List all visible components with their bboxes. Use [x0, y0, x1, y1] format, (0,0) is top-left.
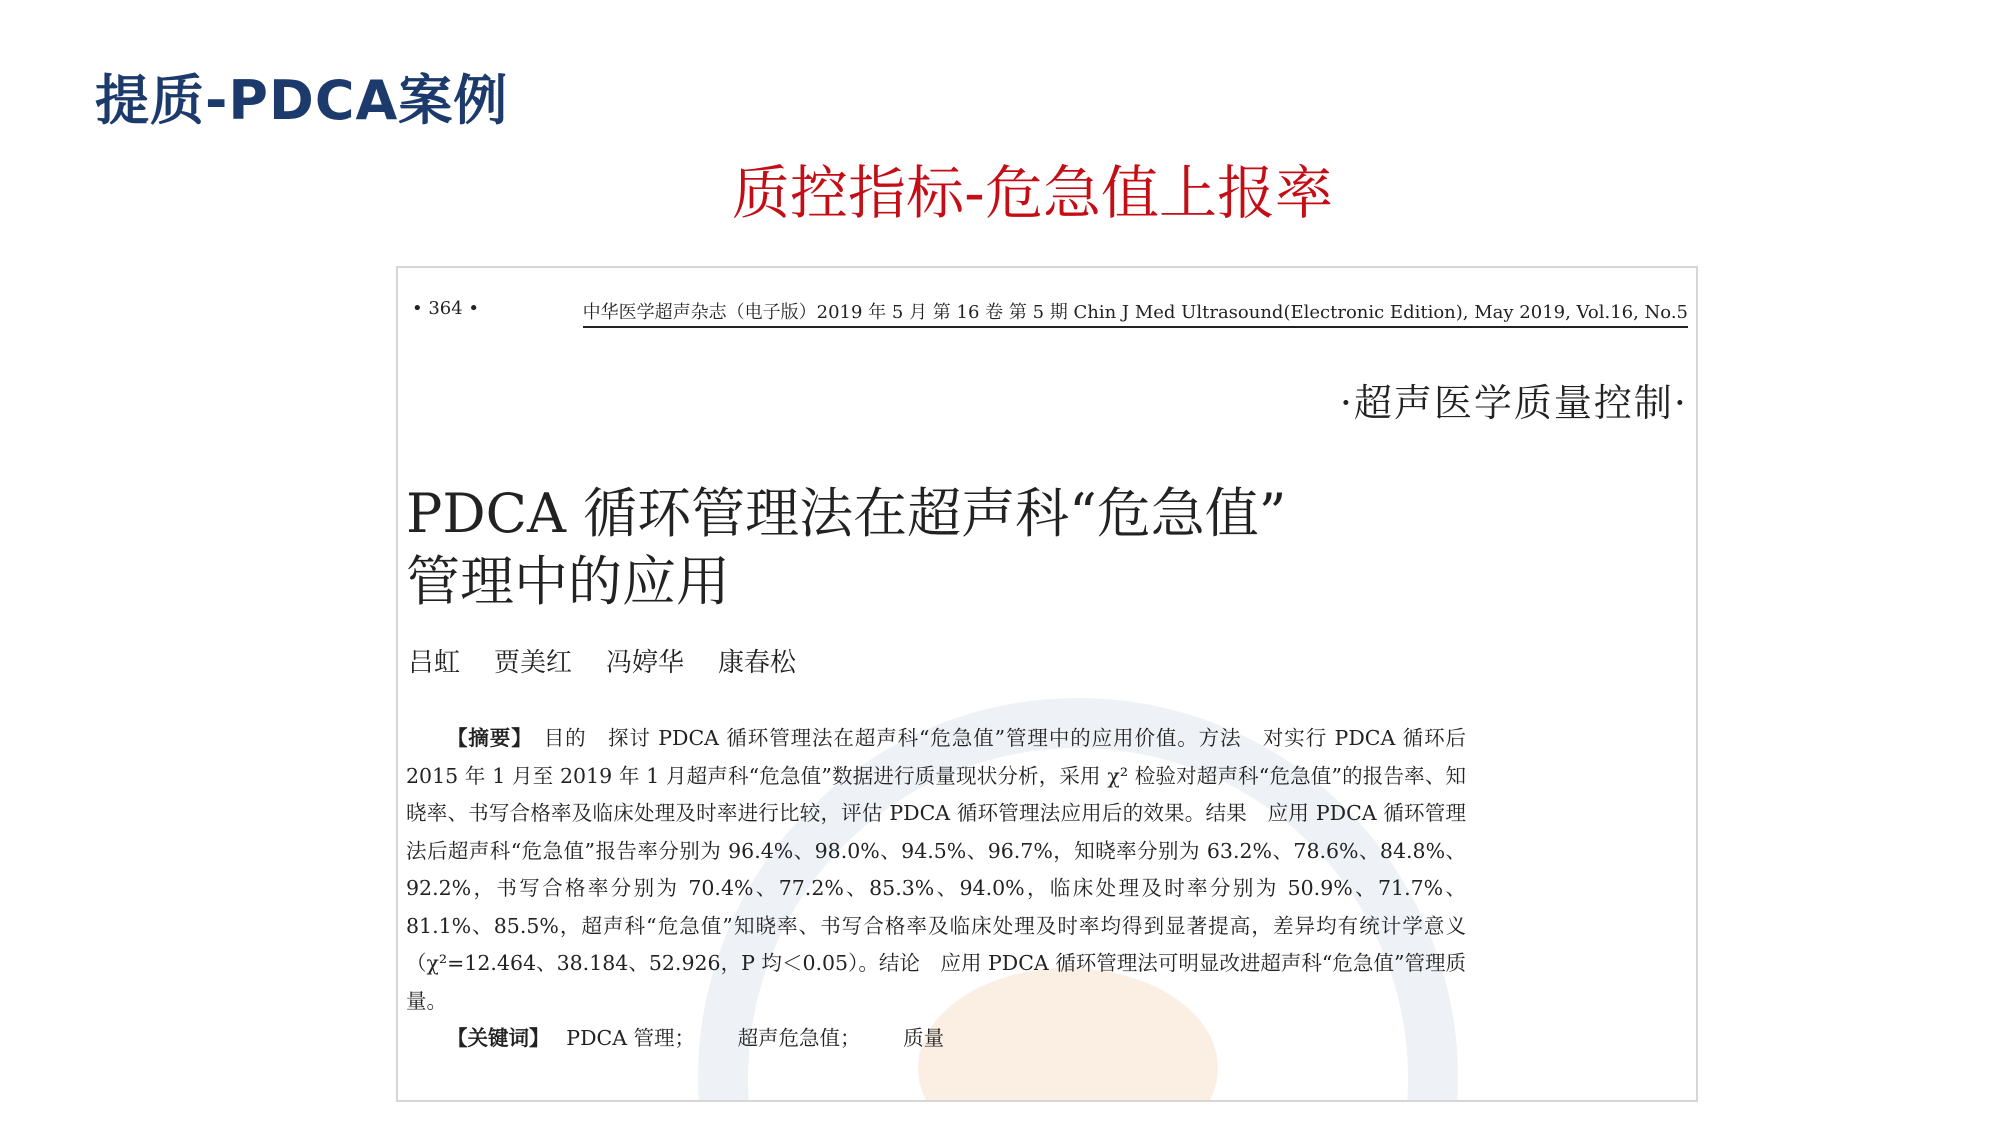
article-title-line-2: 管理中的应用	[406, 550, 730, 613]
author-name: 吕虹	[408, 648, 461, 678]
keyword: 质量	[903, 1026, 945, 1050]
article-title-line-1: PDCA 循环管理法在超声科“危急值”	[406, 482, 1287, 545]
slide-title: 提质-PDCA案例	[95, 69, 509, 132]
running-head	[412, 298, 1688, 324]
abstract-text	[406, 720, 1466, 1020]
abstract-label: 【摘要】	[447, 726, 523, 750]
abstract-body: 目的 探讨 PDCA 循环管理法在超声科“危急值”管理中的应用价值。方法 对实行 PDCA 循环后 2015 年 1 月至 2019 年 1 月超声科“危急值”数据进行质量现状分析，采用 χ² 检验对超声科“危急值”的报告率、知晓率、书写合格率及临床处理及时率进行比较，评估 PDCA 循环管理法应用后的效果。结果 应用 PDCA 循环管理法后超声科“危急值”报告率分别为 96.4%、98.0%、94.5%、96.7%，知晓率分别为 63.2%、78.6%、84.8%、92.2%，书写合格率分别为 70.4%、77.2%、85.3%、94.0%，临床处理及时率分别为 50.9%、71.7%、81.1%、85.5%，超声科“危急值”知晓率、书写合格率及临床处理及时率均得到显著提高，差异均有统计学意义（χ²=12.464、38.184、52.926，P 均＜0.05）。结论 应用 PDCA 循环管理法可明显改进超声科“危急值”管理质量。	[406, 726, 1466, 1013]
author-name: 康春松	[718, 648, 797, 678]
page-number: • 364 •	[412, 298, 480, 319]
paper-excerpt	[396, 266, 1698, 1102]
author-name: 贾美红	[494, 648, 573, 678]
column-tag: ·超声医学质量控制·	[1339, 381, 1688, 425]
article-title	[406, 480, 1506, 616]
keywords	[406, 1020, 1466, 1058]
slide-subtitle: 质控指标-危急值上报率	[732, 159, 1333, 227]
abstract	[406, 720, 1466, 1058]
author-name: 冯婷华	[606, 648, 685, 678]
author-list	[408, 642, 796, 679]
keyword: 超声危急值；	[737, 1026, 861, 1050]
journal-line: 中华医学超声杂志（电子版）2019 年 5 月 第 16 卷 第 5 期 Chin J Med Ultrasound(Electronic Edition), May 2019, Vol.16, No.5	[583, 298, 1688, 328]
keyword: PDCA 管理；	[566, 1026, 696, 1050]
keywords-label: 【关键词】	[447, 1026, 540, 1050]
